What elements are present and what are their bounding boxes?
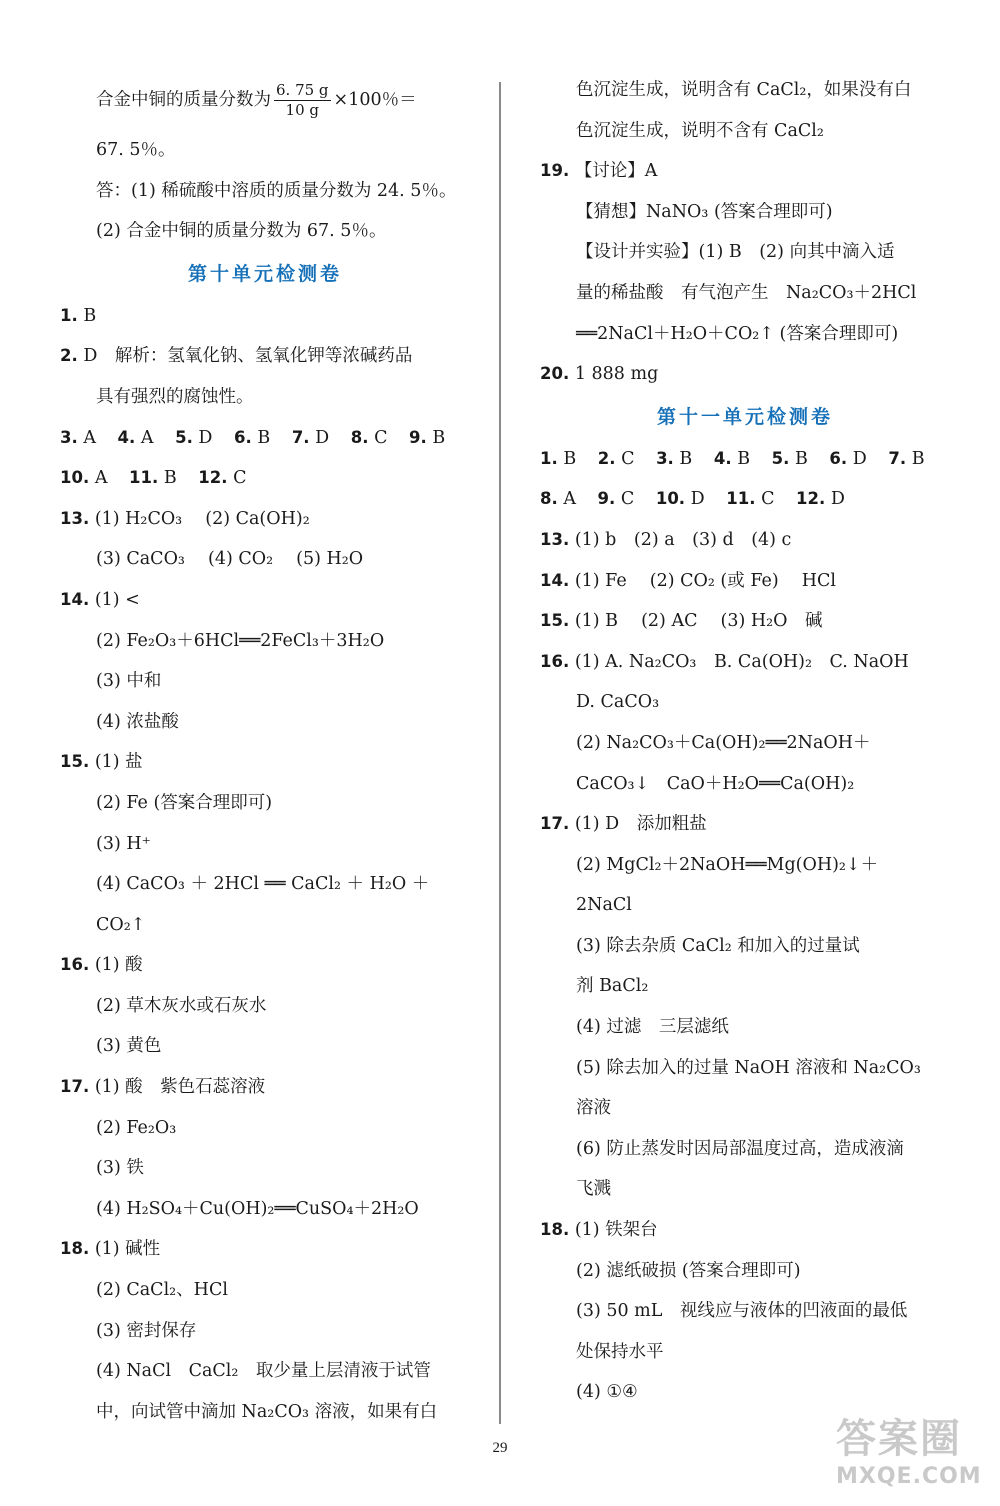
right-column xyxy=(540,70,950,1413)
question-number: 11. xyxy=(726,489,756,509)
answer-line xyxy=(60,742,470,783)
question-number: 10. xyxy=(60,468,90,488)
answer-line xyxy=(60,296,470,337)
numerator: 6. 75 g xyxy=(276,81,329,99)
question-number: 15. xyxy=(540,611,570,631)
answer-line: 【猜想】NaNO₃ (答案合理即可) xyxy=(576,201,833,222)
question-number: 4. xyxy=(713,448,732,468)
answer-line xyxy=(540,804,950,845)
question-number: 12. xyxy=(198,468,228,488)
answer-line: (6) 防止蒸发时因局部温度过高，造成液滴 xyxy=(576,1138,904,1159)
answer-line: (2) Fe₂O₃＋6HCl══2FeCl₃＋3H₂O xyxy=(96,630,385,651)
answer-line: 色沉淀生成，说明不含有 CaCl₂ xyxy=(576,120,824,141)
answer-line: (2) 合金中铜的质量分数为 67. 5％。 xyxy=(96,221,387,242)
watermark-logo xyxy=(836,1414,986,1500)
answer-text: (1) 铁架台 xyxy=(574,1220,658,1241)
answer-line: 处保持水平 xyxy=(576,1341,664,1362)
answer-line xyxy=(540,354,950,395)
question-number: 10. xyxy=(655,489,686,509)
question-number: 2. xyxy=(60,346,78,366)
answer-line: (5) 除去加入的过量 NaOH 溶液和 Na₂CO₃ xyxy=(576,1057,921,1078)
answer-line: 【设计并实验】(1) B (2) 向其中滴入适 xyxy=(576,242,895,263)
answer-line: 中，向试管中滴加 Na₂CO₃ 溶液，如果有白 xyxy=(96,1401,438,1422)
answer-line xyxy=(60,70,470,130)
answer-line xyxy=(60,499,470,540)
question-number: 6. xyxy=(829,448,848,468)
text: ×100％＝ xyxy=(333,90,417,110)
answer-line: 量的稀盐酸 有气泡产生 Na₂CO₃＋2HCl xyxy=(576,282,917,303)
answer-line: (3) 50 mL 视线应与液体的凹液面的最低 xyxy=(576,1301,908,1322)
answer-line xyxy=(60,336,470,377)
answer-line: 剂 BaCl₂ xyxy=(576,976,649,997)
answer-line: ══2NaCl＋H₂O＋CO₂↑ (答案合理即可) xyxy=(576,323,899,344)
answer-line: (3) 黄色 xyxy=(96,1036,162,1057)
answer-line: (4) H₂SO₄＋Cu(OH)₂══CuSO₄＋2H₂O xyxy=(96,1198,419,1219)
answer-text: (1) 盐 xyxy=(94,752,143,773)
answer-line: (3) 密封保存 xyxy=(96,1320,197,1341)
answer-line: (3) 除去杂质 CaCl₂ 和加入的过量试 xyxy=(576,935,860,956)
answer-line: (2) Na₂CO₃＋Ca(OH)₂══2NaOH＋ xyxy=(576,732,871,753)
answer-line xyxy=(540,479,950,520)
question-number: 17. xyxy=(60,1077,90,1097)
section-title-unit-11: 第十一单元检测卷 xyxy=(656,405,833,428)
answer-line: (4) 过滤 三层滤纸 xyxy=(576,1017,729,1038)
question-number: 4. xyxy=(117,427,136,447)
answer-text: D 解析：氢氧化钠、氢氧化钾等浓碱药品 xyxy=(83,346,413,367)
answer-line xyxy=(540,1210,950,1251)
question-number: 1. xyxy=(60,305,78,325)
answer-line: 67. 5％。 xyxy=(96,140,176,160)
answer-text: D xyxy=(852,448,867,469)
answer-text: 1 888 mg xyxy=(574,364,659,385)
question-number: 19. xyxy=(540,161,570,181)
question-number: 7. xyxy=(291,427,310,447)
answer-text: (1) 酸 xyxy=(94,955,143,976)
answer-text: B xyxy=(794,448,808,469)
answer-line: (4) 浓盐酸 xyxy=(96,711,179,732)
answer-text: 【讨论】A xyxy=(574,161,658,182)
question-number: 5. xyxy=(771,448,790,468)
fraction xyxy=(274,81,331,120)
answer-text: (1) 碱性 xyxy=(94,1239,161,1260)
answer-line: (3) H⁺ xyxy=(96,833,151,854)
answer-line: (2) 滤纸破损 (答案合理即可) xyxy=(576,1260,801,1281)
answer-line: (2) CaCl₂、HCl xyxy=(96,1280,228,1301)
watermark-url: MXQE.COM xyxy=(836,1464,982,1489)
answer-text: B xyxy=(257,427,271,448)
question-number: 8. xyxy=(350,427,369,447)
question-number: 5. xyxy=(175,427,193,447)
question-number: 18. xyxy=(60,1239,90,1259)
answer-text: A xyxy=(140,427,154,448)
question-number: 12. xyxy=(796,489,826,509)
answer-text: B xyxy=(911,448,925,469)
question-number: 9. xyxy=(409,427,427,447)
watermark-text: 答案圈 xyxy=(836,1416,962,1462)
question-number: 14. xyxy=(60,589,90,609)
answer-text: (1) B (2) AC (3) H₂O 碱 xyxy=(574,611,823,632)
denominator: 10 g xyxy=(285,101,319,119)
question-number: 11. xyxy=(129,468,159,488)
answer-text: C xyxy=(761,489,775,510)
answer-line xyxy=(60,458,470,499)
question-number: 16. xyxy=(60,955,90,975)
answer-line: (2) 草木灰水或石灰水 xyxy=(96,995,267,1016)
answer-line: (2) Fe (答案合理即可) xyxy=(96,792,273,813)
answer-line: (3) 中和 xyxy=(96,671,162,692)
question-number: 9. xyxy=(597,489,616,509)
answer-text: (1) D 添加粗盐 xyxy=(574,814,707,835)
answer-line: (4) CaCO₃ ＋ 2HCl ══ CaCl₂ ＋ H₂O ＋ xyxy=(96,874,430,895)
question-number: 16. xyxy=(540,651,570,671)
answer-text: B xyxy=(163,468,177,489)
answer-line: (3) 铁 xyxy=(96,1158,144,1179)
question-number: 15. xyxy=(60,752,90,772)
answer-line: (4) NaCl CaCl₂ 取少量上层清液于试管 xyxy=(96,1361,431,1382)
answer-line xyxy=(540,439,950,480)
question-number: 7. xyxy=(888,448,907,468)
answer-line xyxy=(540,520,950,561)
question-number: 14. xyxy=(540,570,570,590)
left-column xyxy=(60,70,470,1432)
answer-text: A xyxy=(94,468,108,489)
answer-text: A xyxy=(83,427,96,448)
question-number: 2. xyxy=(597,448,616,468)
answer-line xyxy=(540,151,950,192)
answer-line xyxy=(60,945,470,986)
answer-text: D xyxy=(198,427,213,448)
answer-text: (1) H₂CO₃ (2) Ca(OH)₂ xyxy=(94,508,310,529)
answer-line xyxy=(60,418,470,459)
question-number: 18. xyxy=(540,1220,570,1240)
answer-text: (1) < xyxy=(94,589,140,610)
answer-line xyxy=(540,642,950,683)
answer-line: 2NaCl xyxy=(576,895,632,916)
answer-text: (1) A. Na₂CO₃ B. Ca(OH)₂ C. NaOH xyxy=(574,651,909,672)
question-number: 6. xyxy=(234,427,252,447)
question-number: 13. xyxy=(540,529,570,549)
question-number: 20. xyxy=(540,364,570,384)
answer-text: B xyxy=(679,448,693,469)
answer-line: 溶液 xyxy=(576,1098,611,1119)
answer-text: (1) b (2) a (3) d (4) c xyxy=(574,529,792,550)
answer-text: D xyxy=(315,427,330,448)
question-number: 13. xyxy=(60,508,90,528)
answer-line: D. CaCO₃ xyxy=(576,692,660,713)
answer-line: CaCO₃↓ CaO＋H₂O══Ca(OH)₂ xyxy=(576,773,855,794)
answer-text: D xyxy=(690,489,705,510)
answer-line: (3) CaCO₃ (4) CO₂ (5) H₂O xyxy=(96,549,364,570)
answer-line xyxy=(60,580,470,621)
answer-text: C xyxy=(620,489,635,510)
answer-text: D xyxy=(830,489,845,510)
answer-text: (1) Fe (2) CO₂ (或 Fe) HCl xyxy=(574,570,837,591)
answer-text: (1) 酸 紫色石蕊溶液 xyxy=(94,1077,266,1098)
answer-text: B xyxy=(83,305,97,326)
answer-text: B xyxy=(563,448,577,469)
question-number: 1. xyxy=(540,448,558,468)
answer-text: B xyxy=(432,427,446,448)
question-number: 3. xyxy=(656,448,674,468)
answer-line: 具有强烈的腐蚀性。 xyxy=(96,386,254,407)
question-number: 3. xyxy=(60,427,78,447)
answer-line: 答：(1) 稀硫酸中溶质的质量分数为 24. 5％。 xyxy=(96,180,457,201)
answer-line: 色沉淀生成，说明含有 CaCl₂，如果没有白 xyxy=(576,80,912,100)
text: 合金中铜的质量分数为 xyxy=(96,90,271,110)
answer-text: C xyxy=(233,468,247,489)
page-number: 29 xyxy=(492,1440,508,1456)
column-divider xyxy=(499,82,501,1424)
answer-text: B xyxy=(737,448,751,469)
answer-line xyxy=(60,1067,470,1108)
answer-line xyxy=(540,561,950,602)
answer-line xyxy=(60,1229,470,1270)
answer-text: C xyxy=(621,448,635,469)
section-title-unit-10: 第十单元检测卷 xyxy=(187,262,342,285)
answer-text: C xyxy=(374,427,388,448)
answer-line: 飞溅 xyxy=(576,1179,611,1200)
answer-line: (4) ①④ xyxy=(576,1382,638,1403)
question-number: 17. xyxy=(540,814,570,834)
answer-line: (2) Fe₂O₃ xyxy=(96,1117,177,1138)
question-number: 8. xyxy=(540,489,558,509)
answer-line xyxy=(540,601,950,642)
answer-line: CO₂↑ xyxy=(96,914,146,935)
answer-text: A xyxy=(563,489,576,510)
answer-line: (2) MgCl₂＋2NaOH══Mg(OH)₂↓＋ xyxy=(576,854,879,875)
